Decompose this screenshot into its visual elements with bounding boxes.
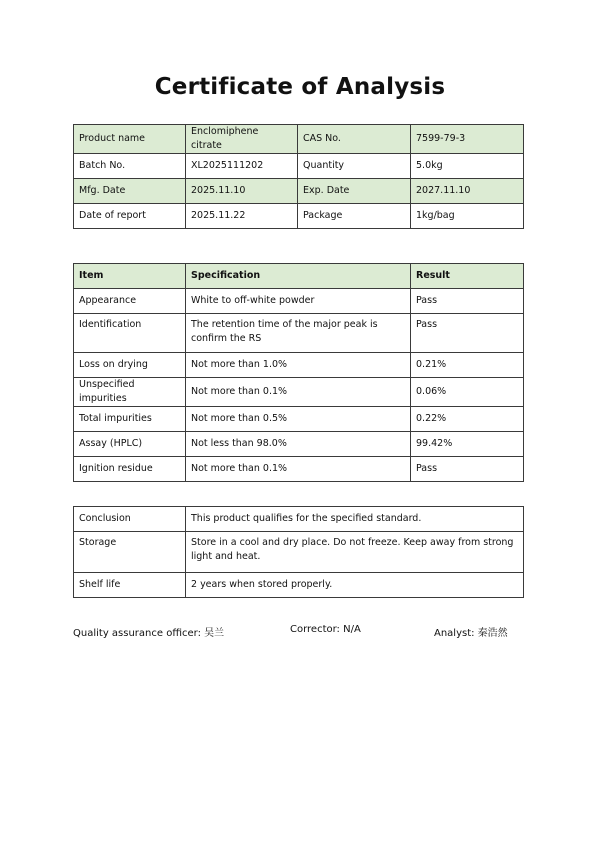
test-result: 0.22% [411,407,524,432]
test-item: Identification [74,314,186,353]
table-header-row [74,264,524,289]
column-header: Item [74,264,186,289]
column-header: Result [411,264,524,289]
document-title: Certificate of Analysis [154,74,446,100]
info-label: Batch No. [74,154,186,179]
table-row [74,179,524,204]
info-label: Date of report [74,204,186,229]
info-label: Quantity [298,154,411,179]
info-value: 2027.11.10 [411,179,524,204]
test-specification: The retention time of the major peak is confirm the RS [186,314,411,353]
test-specification: Not more than 1.0% [186,353,411,378]
test-specification: Not more than 0.5% [186,407,411,432]
corrector-signature: Corrector: N/A [290,624,361,635]
info-value: Enclomiphene citrate [186,125,298,154]
storage-label: Storage [74,532,186,573]
table-row [74,314,524,353]
info-value: 2025.11.10 [186,179,298,204]
test-item: Assay (HPLC) [74,432,186,457]
shelf-life-label: Shelf life [74,573,186,598]
table-row [74,154,524,179]
test-item: Unspecified impurities [74,378,186,407]
column-header: Specification [186,264,411,289]
table-row [74,507,524,532]
table-row [74,353,524,378]
table-row [74,204,524,229]
table-row [74,532,524,573]
test-result: Pass [411,314,524,353]
info-label: CAS No. [298,125,411,154]
table-row [74,378,524,407]
test-result: 0.06% [411,378,524,407]
qa-officer-signature: Quality assurance officer: 吴兰 [73,628,225,639]
test-item: Ignition residue [74,457,186,482]
test-result: 0.21% [411,353,524,378]
table-row [74,289,524,314]
info-value: 1kg/bag [411,204,524,229]
test-item: Loss on drying [74,353,186,378]
test-item: Total impurities [74,407,186,432]
product-info-table [73,124,524,229]
info-value: XL2025111202 [186,154,298,179]
test-specification: White to off-white powder [186,289,411,314]
test-item: Appearance [74,289,186,314]
conclusion-label: Conclusion [74,507,186,532]
test-specification: Not more than 0.1% [186,378,411,407]
info-value: 5.0kg [411,154,524,179]
table-row [74,573,524,598]
info-label: Product name [74,125,186,154]
storage-value: Store in a cool and dry place. Do not freeze. Keep away from strong light and heat. [186,532,524,573]
test-result: Pass [411,457,524,482]
test-specification: Not less than 98.0% [186,432,411,457]
info-value: 2025.11.22 [186,204,298,229]
info-label: Mfg. Date [74,179,186,204]
table-row [74,125,524,154]
test-result: Pass [411,289,524,314]
info-label: Exp. Date [298,179,411,204]
info-label: Package [298,204,411,229]
conclusion-table [73,506,524,598]
shelf-life-value: 2 years when stored properly. [186,573,524,598]
conclusion-value: This product qualifies for the specified standard. [186,507,524,532]
test-specification: Not more than 0.1% [186,457,411,482]
table-row [74,432,524,457]
table-row [74,457,524,482]
analyst-signature: Analyst: 秦浩然 [434,628,508,639]
test-results-table [73,263,524,482]
info-value: 7599-79-3 [411,125,524,154]
test-result: 99.42% [411,432,524,457]
table-row [74,407,524,432]
